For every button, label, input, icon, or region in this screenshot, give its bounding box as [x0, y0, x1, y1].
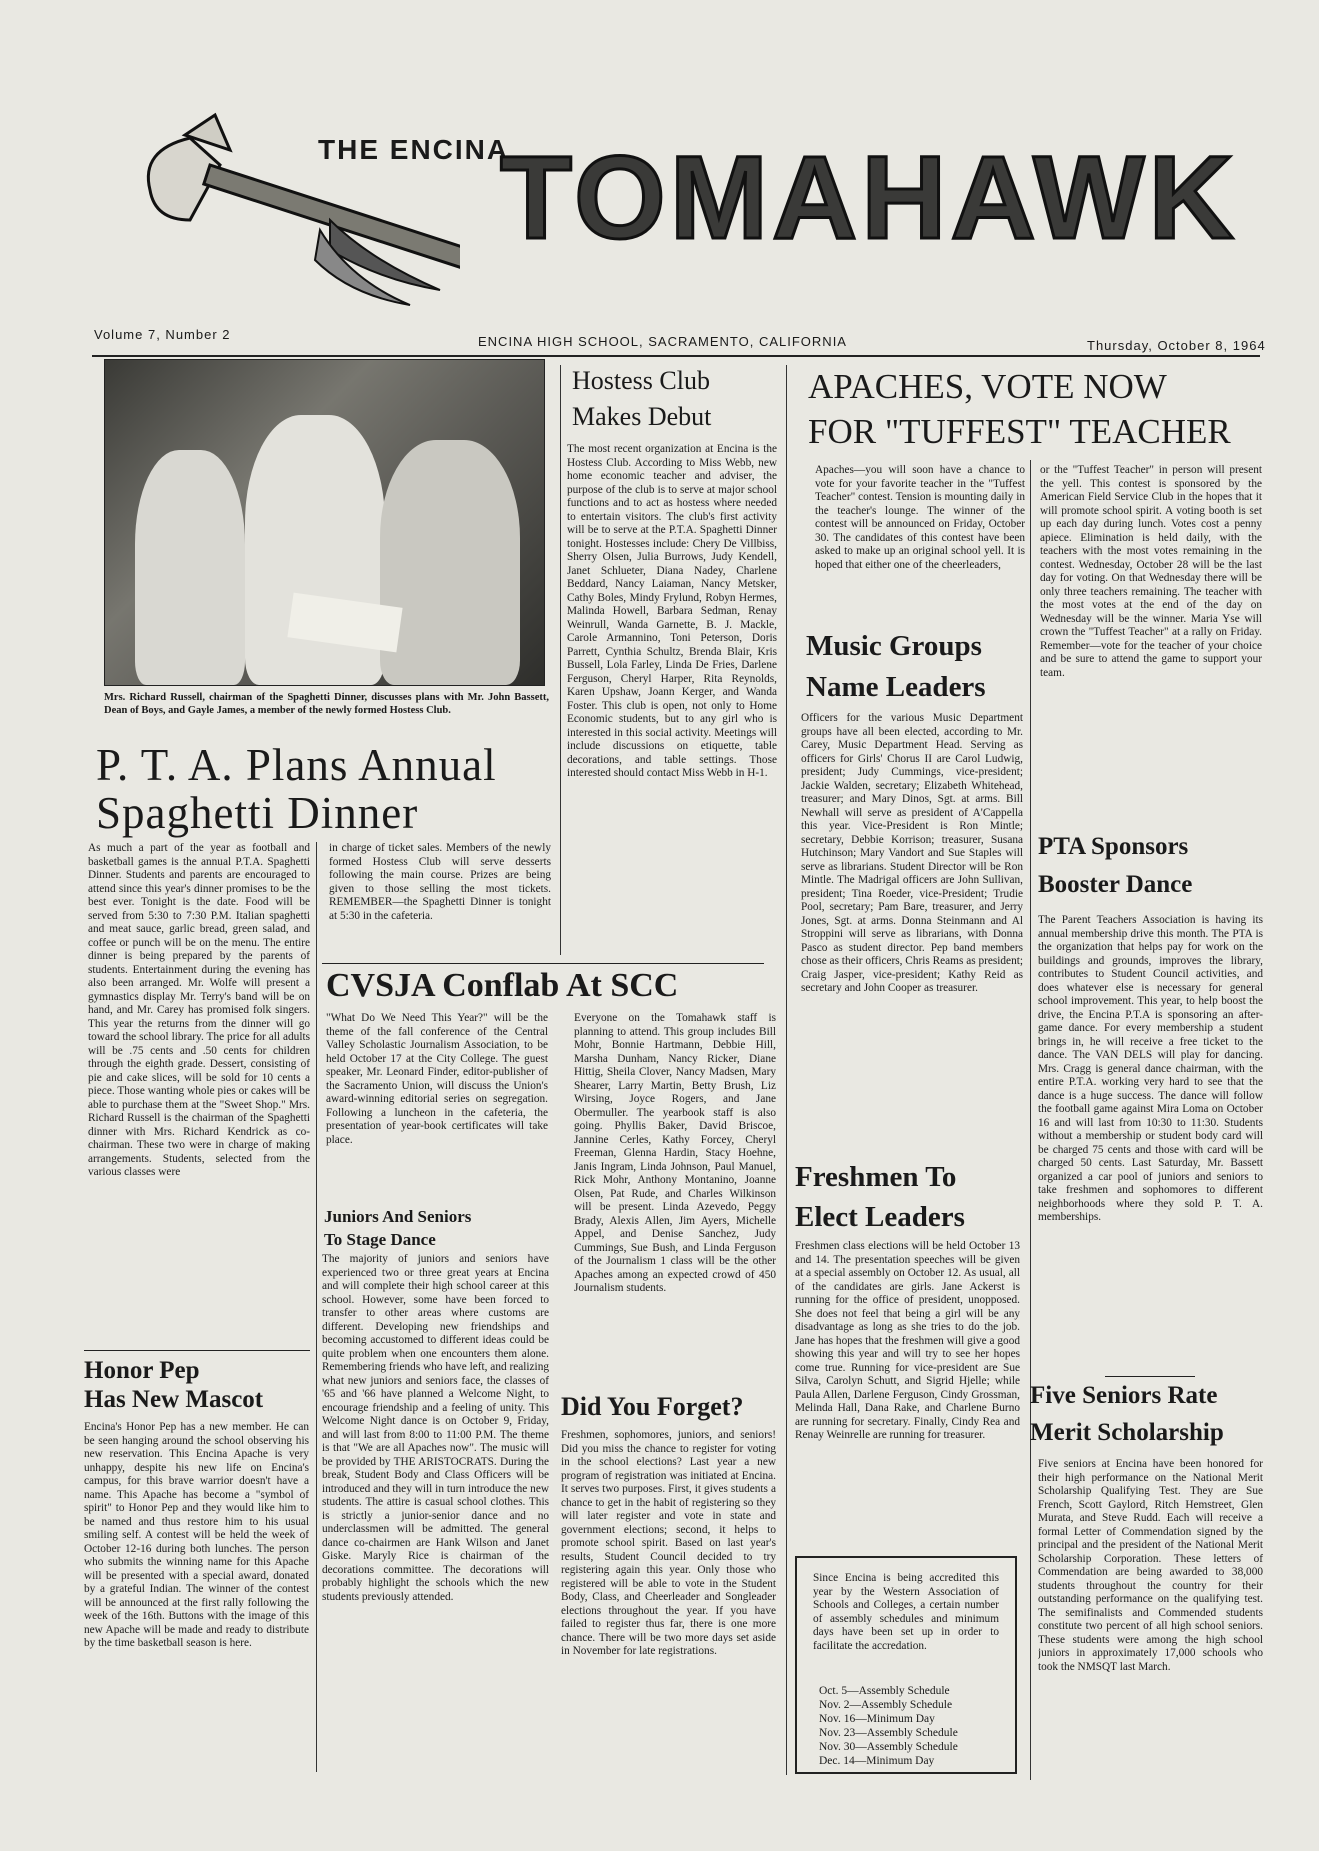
juniors-headline-2: To Stage Dance	[324, 1230, 436, 1249]
photo-person-right	[380, 440, 520, 685]
juniors-article: The majority of juniors and seniors have experienced two or three great years at Encina and will complete their high school career at this school. However, some have been forced to transfer to other areas where customs are different. Developing new friendships and becoming accustomed to different ideas could be quite problem when one encounters them alone. Remembering friends who have left, and realizing what new juniors and seniors face, the classes of '65 and '66 have planned a Welcome Night, to encourage friendship and a feeling of unity. This Welcome Night dance is on October 9, Friday, and will last from 8:00 to 11:00 P.M. The theme is that "We are all Apaches now". The music will be provided by THE ARISTOCRATS. During the break, Student Body and Class Officers will be introduced and they will in turn introduce the new students. The attire is casual school clothes. This is strictly a junior-senior dance and no underclassmen will be admitted. The general dance co-chairmen are Hank Wilson and Janet Giske. Maryly Rice is chairman of the decorations committee. The decorations will probably highlight the schools which the new students previously attended.	[322, 1253, 549, 1603]
hostess-headline-2: Makes Debut	[572, 402, 712, 431]
juniors-headline-1: Juniors And Seniors	[324, 1207, 472, 1226]
photo-person-left	[135, 450, 245, 685]
freshmen-headline-2: Elect Leaders	[795, 1201, 965, 1233]
masthead-rule	[92, 355, 1260, 357]
cvsja-headline: CVSJA Conflab At SCC	[326, 967, 679, 1004]
schedule-item: Nov. 23—Assembly Schedule	[819, 1727, 958, 1739]
volume-number: Volume 7, Number 2	[94, 327, 231, 342]
pta-headline-1: P. T. A. Plans Annual	[96, 740, 497, 790]
booster-headline-2: Booster Dance	[1038, 871, 1193, 898]
issue-date: Thursday, October 8, 1964	[1087, 338, 1266, 353]
booster-headline-1: PTA Sponsors	[1038, 833, 1189, 860]
music-article: Officers for the various Music Department groups have all been elected, according to Mr. Carey, Music Department Head. Serving as officers for Girls' Chorus II are Carol Ludwig, president; Judy Cummings, vice-president; Jackie Walden, secretary; Elizabeth Whitehead, treasurer; and Mary Dinos, Sgt. at arms. Bill Newhall will serve as president of A'Cappella this year. Vice-President is Ron Mintle; secretary, Debbie Korrison; treasurer, Susana Hutchinson; Mary Vandort and Sue Staples will serve as librarians. Student Director will be Ron Mintle. The Madrigal officers are John Sullivan, president; Tina Roeder, vice-President; Trudie Pool, secretary; Pam Bare, treasurer, and Jerry Jones, Sgt. at arms. Donna Steinmann and Al Stroppini will serve as librarians, with Donna Pasco as student director. Pep band members chose as their officers, Chris Reams as president; Craig Jasper, vice-president; Kathy Reid as secretary and John Cooper as treasurer.	[801, 712, 1023, 994]
honor-article: Encina's Honor Pep has a new member. He can be seen hanging around the school observing his new reservation. This Encina Apache is very unhappy, despite his new life on Encina's campus, for this brave warrior doesn't have a name. This Apache has become a "symbol of spirit" to Honor Pep and they would like him to be named and thus restore him to his usual smiling self. A contest will be held the week of October 12-16 during both lunches. The person who submits the winning name for this Apache will be presented with a special award, donated by a grateful Indian. The winner of the contest will be announced at the first rally following the week of the 16th. Buttons with the image of this new Apache will be made and ready to distribute by the time basketball season is here.	[84, 1421, 309, 1649]
cvsja-article-col1: "What Do We Need This Year?" will be the theme of the fall conference of the Central Valley Scholastic Journalism Association, to be held October 17 at the City College. The guest speaker, Mr. Leonard Finder, editor-publisher of the Sacramento Union, will discuss the Union's award-winning editorial series on segregation. Following a luncheon in the cafeteria, the presentation of year-book certificates will take place.	[326, 1012, 548, 1146]
masthead	[0, 60, 1319, 330]
honor-headline-2: Has New Mascot	[84, 1386, 264, 1413]
music-headline-2: Name Leaders	[806, 671, 986, 703]
photo-caption: Mrs. Richard Russell, chairman of the Spaghetti Dinner, discusses plans with Mr. John Bassett, Dean of Boys, and Gayle James, a member of the newly formed Hostess Club.	[104, 692, 549, 716]
pta-headline-2: Spaghetti Dinner	[96, 788, 419, 838]
hostess-article: The most recent organization at Encina is the Hostess Club. According to Miss Webb, new home economic teacher and adviser, the purpose of the club is to serve at major school functions and to act as hostess where needed to entertain visitors. The club's first activity will be to serve at the P.T.A. Spaghetti Dinner tonight. Hostesses include: Chery De Villbiss, Sherry Olsen, Julia Burrows, Judy Kendell, Janet Schlueter, Diana Nadey, Charlene Beddard, Nancy Laiaman, Nancy Metsker, Cathy Boles, Mindy Frylund, Robyn Hermes, Malinda Howell, Barbara Sedman, Renay Weinrull, Wanda Garnette, B. J. Mackle, Carole Armannino, Toni Peterson, Doris Parrett, Cynthia Schultz, Brenda Blair, Kris Bussell, Lola Farley, Linda De Fries, Darlene Ferguson, Cheryl Harper, Rita Reynolds, Karen Upshaw, Joann Kerger, and Wanda Foster. This club is open, not only to Home Economic students, but to any girl who is interested in this social activity. Meetings will include discussions on etiquette, table decorations, and table settings. Those interested should contact Miss Webb in H-1.	[567, 443, 777, 779]
cvsja-rule	[322, 963, 764, 964]
pta-article-col1: As much a part of the year as football and basketball games is the annual P.T.A. Spaghetti Dinner. Students and parents are encouraged to attend since this year's dinner promises to be the best ever. Tonight is the date. Food will be served from 5:30 to 7:30 P.M. Italian spaghetti and meat sauce, garlic bread, green salad, and coffee or punch will be on the menu. The entire dinner is being prepared by the parents of students. Entertainment during the evening has also been arranged. Mr. Wolfe will present a gymnastics display Mr. Terry's band will be on hand, and Mr. Carey has promised folk singers. This year the returns from the dinner will go toward the school library. The price for all adults will be .75 cents and .50 cents for children through the eighth grade. Dessert, consisting of pie and cake slices, will be sold for 10 cents a piece. Those wanting whole pies or cakes will be able to purchase them at the "Sweet Shop." Mrs. Richard Russell is the chairman of the Spaghetti dinner with Mrs. Richard Kendrick as co-chairman. These two were in charge of making arrangements. Students, selected from the various classes were	[88, 842, 310, 1178]
cvsja-article-col2: Everyone on the Tomahawk staff is planning to attend. This group includes Bill Mohr, Bonnie Hartmann, Debbie Hill, Marsha Dunham, Nancy Ricker, Diane Hittig, Sheila Clover, Nancy Madsen, Mary Shearer, Larry Martin, Betty Brush, Liz Wirsing, Joyce Rogers, and Jane Obermuller. The yearbook staff is also going. Phyllis Baker, David Briscoe, Jannine Cerles, Kathy Forcey, Cheryl Freeman, Glenna Hardin, Stacy Hoehne, Janis Ingram, Linda Johnson, Paul Manuel, Rick Mohr, Anthony Montanino, Joanne Olsen, Pat Rude, and Charles Wilkinson will be present. Linda Azevedo, Peggy Brady, Alexis Allen, Jim Ayers, Michelle Appel, and Denise Sanchez, Judy Cummings, Sue Bush, and Linda Ferguson of the Journalism 1 class will be the other Apaches among an expected crowd of 450 Journalism students.	[574, 1012, 776, 1294]
column-rule-4	[1030, 460, 1031, 1780]
accreditation-box	[795, 1556, 1017, 1774]
masthead-title: TOMAHAWK	[500, 132, 1238, 264]
apaches-headline-2: FOR "TUFFEST" TEACHER	[808, 412, 1231, 451]
forget-article: Freshmen, sophomores, juniors, and seniors! Did you miss the chance to register for voting in the school elections? Last year a new program of registration was initiated at Encina. It serves two purposes. First, it gives students a chance to get in the habit of registering so they will later register and vote in state and government elections; second, it helps to promote school spirit. Based on last year's results, Student Council decided to try registering again this year. Only those who registered will be able to vote in the Student Body, Class, and Cheerleader and Songleader elections throughout the year. If you have failed to register thus far, there is one more chance. There will be two more days set aside in November for late registrations.	[561, 1429, 776, 1657]
apaches-article-col1: Apaches—you will soon have a chance to vote for your favorite teacher in the "Tuffest Teacher" contest. Tension is mounting daily in the teacher's lounge. The winner of the contest will be announced on Friday, October 30. The candidates of this contest have been asked to make up an original school yell. It is hoped that either one of the cheerleaders,	[815, 464, 1025, 571]
column-rule-1	[316, 842, 317, 1772]
freshmen-article: Freshmen class elections will be held October 13 and 14. The presentation speeches will be given at a special assembly on October 12. As usual, all of the candidates are girls. Jane Ackerst is running for the office of president, unopposed. She does not feel that being a girl will be any disadvantage as long as she tries to do the job. Jane has hopes that the freshmen will give a good showing this year and will try to see her hopes come true. Running for vice-president are Sue Silva, Carolyn Schutt, and Sigrid Hjelle; while Paula Allen, Darlene Ferguson, Cindy Grossman, Melinda Hall, Dana Rake, and Charlene Burno are running for secretary. Finally, Cindy Rea and Renay Weinrelle are running for treasurer.	[795, 1240, 1020, 1441]
merit-headline-1: Five Seniors Rate	[1030, 1382, 1218, 1409]
music-headline-1: Music Groups	[806, 630, 982, 662]
freshmen-headline-1: Freshmen To	[795, 1161, 957, 1193]
honor-headline-1: Honor Pep	[84, 1357, 200, 1384]
schedule-item: Nov. 30—Assembly Schedule	[819, 1741, 958, 1753]
apaches-headline-1: APACHES, VOTE NOW	[808, 367, 1167, 406]
column-rule-2	[560, 365, 561, 955]
accreditation-schedule	[819, 1684, 999, 1768]
masthead-encina: THE ENCINA	[318, 134, 510, 165]
column-rule-3	[786, 365, 787, 1775]
accreditation-text: Since Encina is being accredited this year by the Western Association of Schools and Colleges, a certain number of assembly schedules and minimum days have been set up in order to facilitate the accredation.	[813, 1572, 999, 1652]
honor-rule	[84, 1350, 310, 1351]
pta-article-col2: in charge of ticket sales. Members of the newly formed Hostess Club will serve desserts following the main course. Prizes are being given to those selling the most tickets. REMEMBER—the Spaghetti Dinner is tonight at 5:30 in the cafeteria.	[329, 842, 551, 922]
schedule-item: Oct. 5—Assembly Schedule	[819, 1685, 950, 1697]
apaches-article-col2: or the "Tuffest Teacher" in person will present the yell. This contest is sponsored by the American Field Service Club in the hopes that it will promote school spirit. A voting booth is set up each day during lunch. Votes cost a penny apiece. Elimination is held daily, with the teachers with the most votes remaining in the contest. Wednesday, October 28 will be the last day for voting. On that Wednesday there will be only three teachers remaining. The teacher with the most votes at the end of the day on Wednesday will be the winner. Maria Yse will crown the "Tuffest Teacher" at a rally on Friday. Remember—vote for the teacher of your choice and be sure to attend the game to support your team.	[1040, 464, 1262, 679]
schedule-item: Dec. 14—Minimum Day	[819, 1755, 935, 1767]
booster-article: The Parent Teachers Association is having its annual membership drive this month. The PTA is the organization that helps pay for work on the buildings and grounds, improves the library, contributes to Student Council activities, and does whatever else is necessary for general school improvement. This year, to help boost the drive, the Encina P.T.A is sponsoring an after-game dance. For every membership a student brings in, he will receive a free ticket to the dance. The VAN DELS will play for dancing. Mrs. Cragg is general dance chairman, with the entire P.T.A. working very hard to see that the dance is a huge success. The dance will follow the football game against Mira Loma on October 16 and will last from 10:30 to 11:30. Students without a membership or student body card will be charged 75 cents and those with card will be charged 50 cents. Last Saturday, Mr. Bassett organized a car pool of juniors and seniors to take freshmen and sophomores to different neighborhoods where they sold P. T. A. memberships.	[1038, 914, 1263, 1223]
schedule-item: Nov. 16—Minimum Day	[819, 1713, 935, 1725]
schedule-item: Nov. 2—Assembly Schedule	[819, 1699, 953, 1711]
hostess-headline-1: Hostess Club	[572, 366, 710, 395]
merit-rule	[1105, 1376, 1195, 1377]
forget-headline: Did You Forget?	[561, 1392, 744, 1421]
photo	[104, 359, 545, 686]
school-name: ENCINA HIGH SCHOOL, SACRAMENTO, CALIFORNIA	[478, 334, 847, 349]
merit-headline-2: Merit Scholarship	[1030, 1419, 1224, 1446]
merit-article: Five seniors at Encina have been honored for their high performance on the National Merit Scholarship Qualifying Test. They are Sue French, Scott Gaylord, Ritch Hemstreet, Glen Murata, and Steve Rudd. Each will receive a formal Letter of Commendation signed by the principal and the president of the National Merit Scholarship Corporation. These letters of Commendation are being awarded to 38,000 students throughout the country for their outstanding performance on the qualifying test. The semifinalists and Commended students constitute two percent of all high school seniors. These students were among the high school juniors in approximately 17,000 schools who took the NMSQT last March.	[1038, 1458, 1263, 1673]
